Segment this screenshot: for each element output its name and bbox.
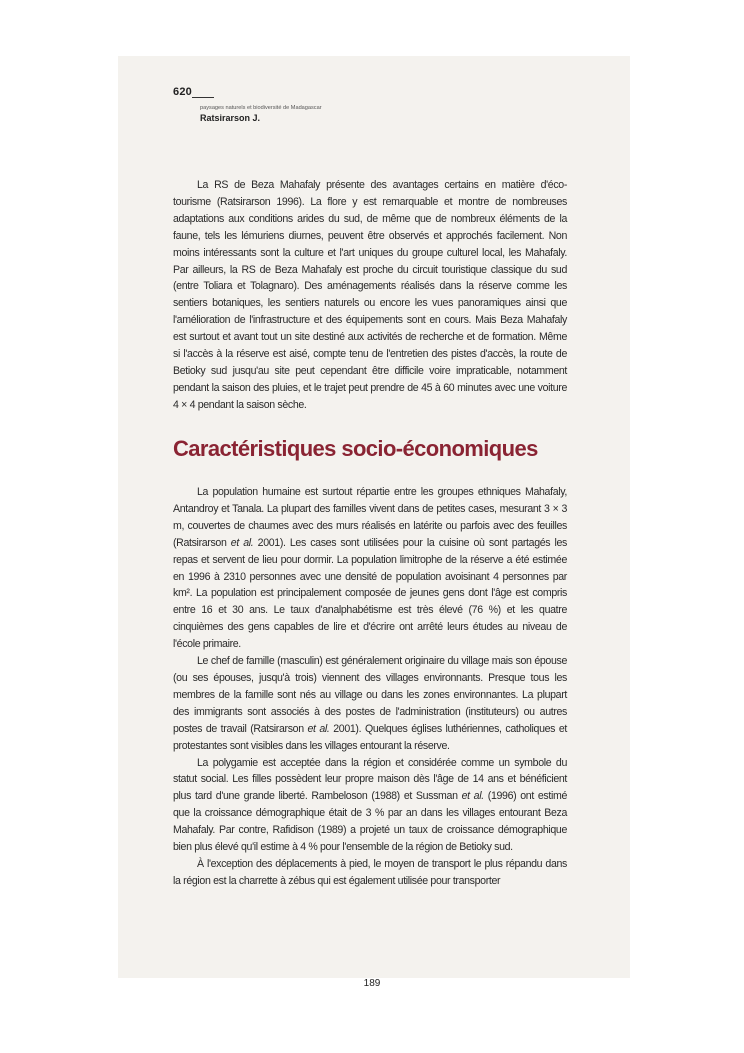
footer-page-number: 189 — [363, 978, 381, 989]
series-title: paysages naturels et biodiversité de Madagascar — [200, 105, 322, 111]
page-number: 620 — [173, 86, 192, 98]
intro-section — [173, 177, 567, 414]
section-body — [173, 484, 567, 890]
paragraph-3: La polygamie est acceptée dans la région et considérée comme un symbole du statut social. Les filles possèdent leur propre maison dès l'âge de 14 ans et bénéficient plus tard d'une grande liberté. Rambeloson (1988) et Sussman et al. (1996) ont estimé que la croissance démographique était de 3 % par an dans les villages entourant Beza Mahafaly. Par contre, Rafidison (1989) a projeté un taux de croissance démographique bien plus élevé qu'il estime à 4 % pour l'ensemble de la région de Betioky sud. — [173, 756, 567, 854]
paragraph-4: À l'exception des déplacements à pied, le moyen de transport le plus répandu dans la région est la charrette à zébus qui est également utilisée pour transporter — [173, 857, 567, 887]
running-author: Ratsirarson J. — [200, 113, 261, 123]
header-rule — [192, 97, 214, 98]
paragraph-2: Le chef de famille (masculin) est généralement originaire du village mais son épouse (ou ses épouses, jusqu'à trois) viennent des villages environnants. Presque tous les membres de la famille sont nés au village ou dans les zones environnantes. La plupart des immigrants sont associés à des postes de l'administration (instituteurs) ou autres postes de travail (Ratsirarson et al. 2001). Quelques églises luthériennes, catholiques et protestantes sont visibles dans les villages entourant la réserve. — [173, 655, 567, 752]
intro-paragraph: La RS de Beza Mahafaly présente des avantages certains en matière d'éco-tourisme (Ratsirarson 1996). La flore y est remarquable et montre de nombreuses adaptations aux conditions arides du sud, de même que de nombreux éléments de la faune, tels les lémuriens diurnes, peuvent être observés et approchés facilement. Non moins intéressants sont la culture et l'art uniques du groupe culturel local, les Mahafaly. Par ailleurs, la RS de Beza Mahafaly est proche du circuit touristique classique du sud (entre Toliara et Tolagnaro). Des aménagements réalisés dans la réserve comme les sentiers botaniques, les sentiers naturels ou encore les vues panoramiques ainsi que l'amélioration de l'infrastructure et des équipements sont en cours. Mais Beza Mahafaly est surtout et avant tout un site destiné aux activités de recherche et de formation. Même si l'accès à la réserve est aisé, compte tenu de l'entretien des pistes d'accès, la route de Betioky sud jusqu'au site peut cependant être difficile voire impraticable, notamment pendant la saison des pluies, et le trajet peut prendre de 45 à 60 minutes avec une voiture 4 × 4 pendant la saison sèche. — [173, 179, 567, 411]
paragraph-1: La population humaine est surtout répartie entre les groupes ethniques Mahafaly, Antandroy et Tanala. La plupart des familles vivent dans de petites cases, mesurant 3 × 3 m, couvertes de chaumes avec des murs réalisés en latérite ou parfois avec des feuilles (Ratsirarson et al. 2001). Les cases sont utilisées pour la cuisine où sont partagés les repas et servent de lieu pour dormir. La population limitrophe de la réserve a été estimée en 1996 à 2310 personnes avec une densité de population avoisinant 4 personnes par km². La population est principalement composée de jeunes gens dont l'âge est compris entre 16 et 30 ans. Le taux d'analphabétisme est très élevé (76 %) et les quatre cinquièmes des gens capables de lire et d'écrire ont arrêté leurs études au niveau de l'école primaire. — [173, 486, 568, 651]
section-heading: Caractéristiques socio-économiques — [173, 436, 538, 461]
